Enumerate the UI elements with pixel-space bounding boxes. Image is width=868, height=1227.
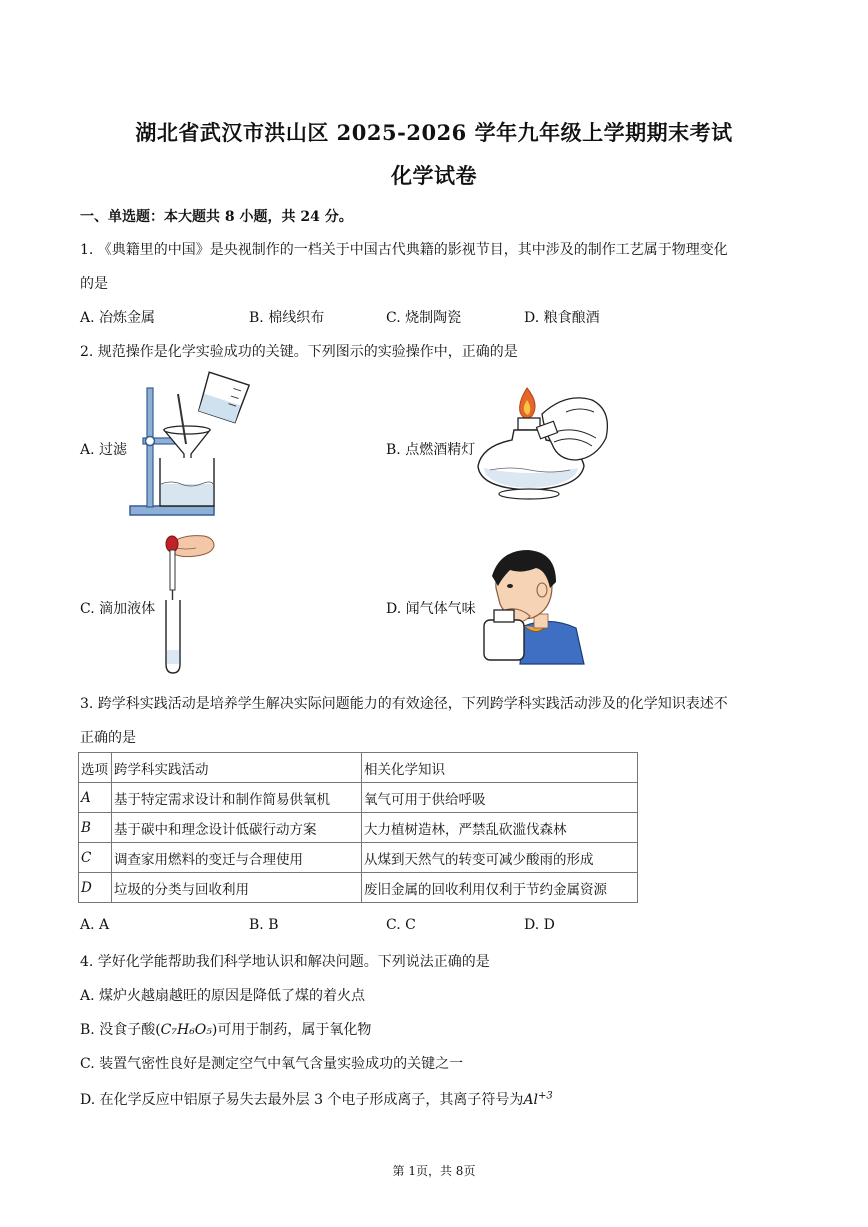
q4-option-b xyxy=(80,1019,371,1039)
q3-stem-cont: 正确的是 xyxy=(80,730,136,746)
q3-option-d: D. D xyxy=(524,917,555,933)
table-header-cell: 选项 xyxy=(79,753,112,783)
table-header-row xyxy=(79,753,638,783)
exam-title: 湖北省武汉市洪山区 2025-2026 学年九年级上学期期末考试 xyxy=(135,120,733,145)
table-row xyxy=(79,843,638,873)
table-row xyxy=(79,783,638,813)
section-header: 一、单选题：本大题共 8 小题，共 24 分。 xyxy=(80,209,353,225)
table-cell: B xyxy=(79,813,112,843)
gallic-acid-formula: C₇H₆O₅ xyxy=(160,1022,212,1038)
q1-option-b: B. 棉线织布 xyxy=(249,310,325,326)
smelling-gas-illustration xyxy=(480,546,584,664)
table-cell: 氧气可用于供给呼吸 xyxy=(362,783,638,813)
alcohol-lamp-illustration xyxy=(480,382,612,504)
q3-option-b: B. B xyxy=(249,917,279,933)
table-cell: 从煤到天然气的转变可减少酸雨的形成 xyxy=(362,843,638,873)
table-row xyxy=(79,813,638,843)
table-cell: 调查家用燃料的变迁与合理使用 xyxy=(112,843,362,873)
table-cell: 大力植树造林，严禁乱砍滥伐森林 xyxy=(362,813,638,843)
table-cell: C xyxy=(79,843,112,873)
ion-charge: +3 xyxy=(538,1090,553,1102)
aluminum-ion-symbol: Al xyxy=(523,1092,539,1108)
table-header-cell: 跨学科实践活动 xyxy=(112,753,362,783)
q4-option-d-text: D. 在化学反应中铝原子易失去最外层 3 个电子形成离子，其离子符号为 xyxy=(80,1092,524,1108)
exam-subtitle: 化学试卷 xyxy=(391,163,477,188)
table-cell: A xyxy=(79,783,112,813)
table-header-cell: 相关化学知识 xyxy=(362,753,638,783)
table-cell: 基于碳中和理念设计低碳行动方案 xyxy=(112,813,362,843)
q4-option-d xyxy=(80,1089,553,1109)
q4-option-b-text-end: )可用于制药，属于氧化物 xyxy=(211,1022,372,1038)
page-footer: 第 1页，共 8页 xyxy=(392,1164,476,1178)
q2-option-a: A. 过滤 xyxy=(80,442,128,458)
q4-option-c: C. 装置气密性良好是测定空气中氧气含量实验成功的关键之一 xyxy=(80,1056,464,1072)
q4-stem: 4. 学好化学能帮助我们科学地认识和解决问题。下列说法正确的是 xyxy=(80,954,490,970)
q3-option-a: A. A xyxy=(80,917,110,933)
q1-option-c: C. 烧制陶瓷 xyxy=(386,310,462,326)
q1-stem: 1. 《典籍里的中国》是央视制作的一档关于中国古代典籍的影视节目，其中涉及的制作工艺属于物理变化 xyxy=(80,242,728,258)
q4-option-b-text: B. 没食子酸( xyxy=(80,1022,161,1038)
table-cell: D xyxy=(79,873,112,903)
q3-option-c: C. C xyxy=(386,917,416,933)
q1-option-d: D. 粮食酿酒 xyxy=(524,310,600,326)
table-row xyxy=(79,873,638,903)
q1-option-a: A. 冶炼金属 xyxy=(80,310,156,326)
q2-option-b: B. 点燃酒精灯 xyxy=(386,442,476,458)
q2-option-d: D. 闻气体气味 xyxy=(386,601,476,617)
table-cell: 废旧金属的回收利用仅利于节约金属资源 xyxy=(362,873,638,903)
dropper-test-tube-illustration xyxy=(152,532,216,676)
q2-option-c: C. 滴加液体 xyxy=(80,601,156,617)
table-cell: 基于特定需求设计和制作简易供氧机 xyxy=(112,783,362,813)
q2-stem: 2. 规范操作是化学实验成功的关键。下列图示的实验操作中，正确的是 xyxy=(80,344,518,360)
q3-table xyxy=(78,752,638,903)
q3-stem: 3. 跨学科实践活动是培养学生解决实际问题能力的有效途径，下列跨学科实践活动涉及的化学知识表述不 xyxy=(80,696,728,712)
q4-option-a: A. 煤炉火越扇越旺的原因是降低了煤的着火点 xyxy=(80,988,366,1004)
table-cell: 垃圾的分类与回收利用 xyxy=(112,873,362,903)
q1-stem-cont: 的是 xyxy=(80,276,108,292)
filtration-apparatus-illustration xyxy=(126,374,250,520)
